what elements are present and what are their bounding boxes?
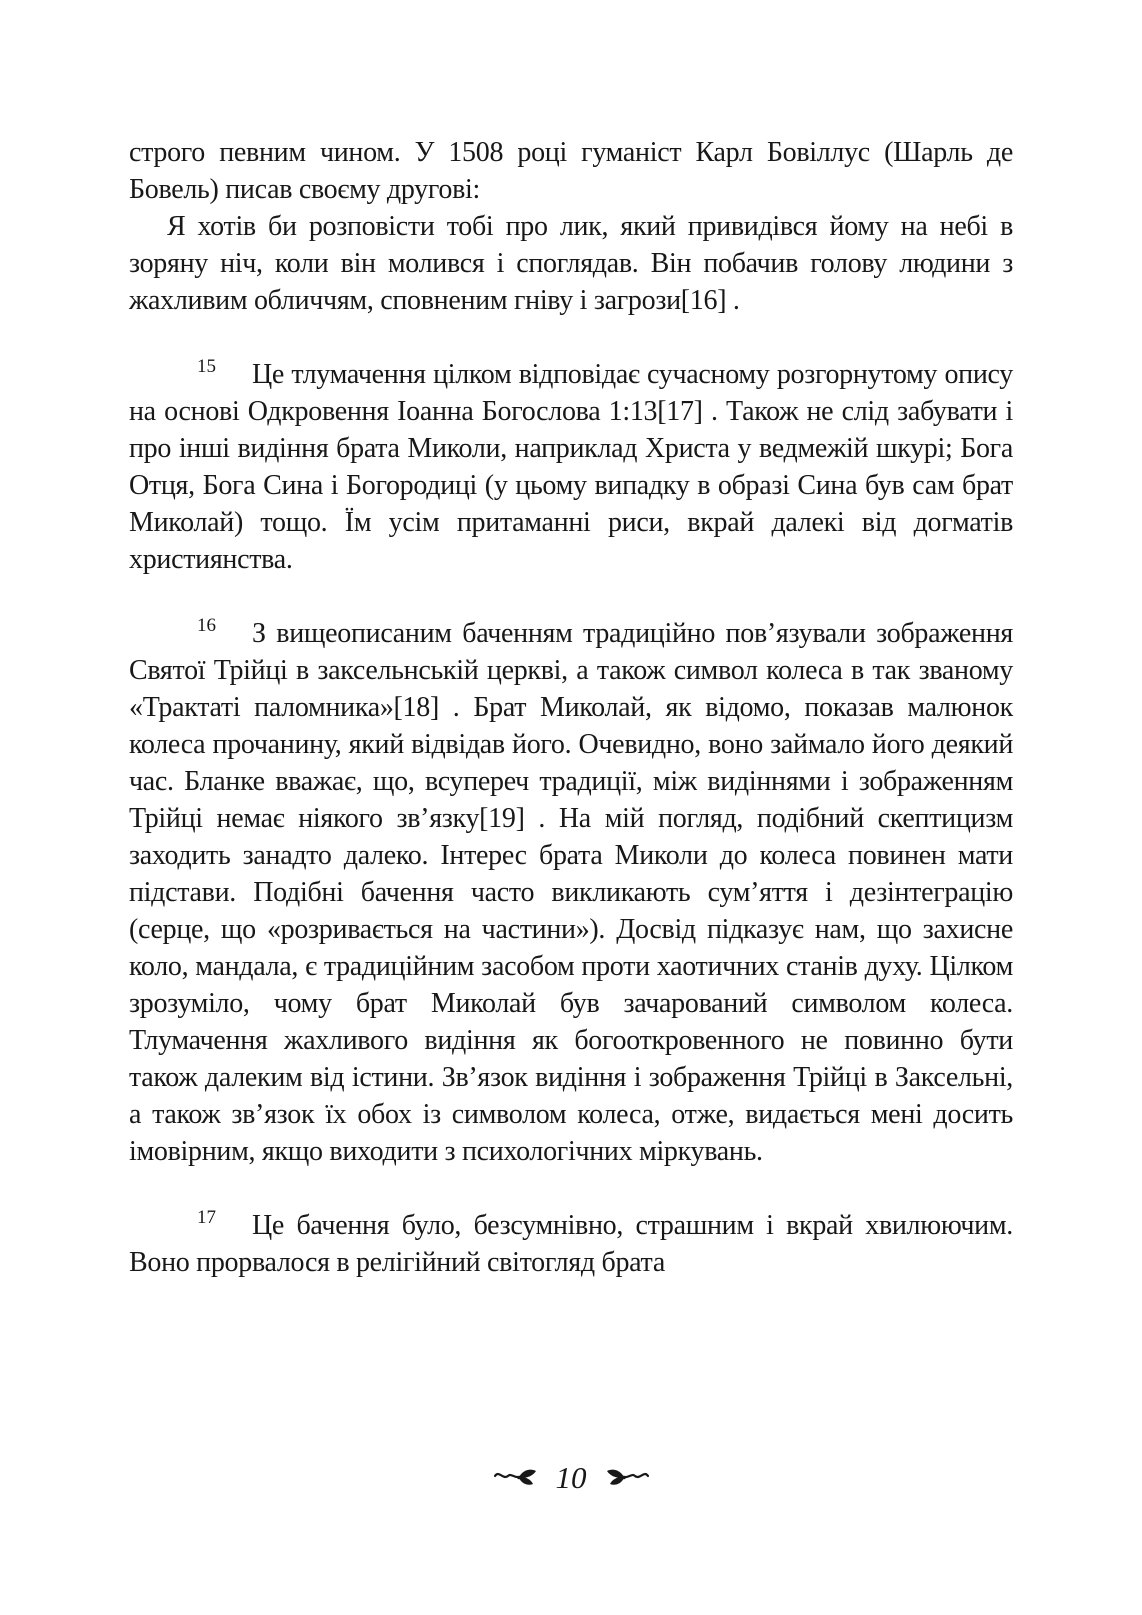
page-number: 10 (555, 1460, 587, 1495)
floral-sprig-left-icon (494, 1466, 540, 1490)
paragraphs (129, 134, 1013, 1281)
paragraph: Я хотів би розповісти тобі про лик, який привидівся йому на небі в зоряну ніч, коли він молився і споглядав. Він побачив голову людини з жахливим обличчям, сповненим гніву і загрози[16] . (129, 211, 1013, 316)
paragraph: $^{17}$ Це бачення було, безсумнівно, страшним і вкрай хвилюючим. Воно прорвалося в релігійний світогляд брата (129, 1206, 1013, 1278)
floral-sprig-right-icon (603, 1466, 649, 1490)
paragraph: $^{15}$ Це тлумачення цілком відповідає сучасному розгорнутому опису на основі Одкровення Іоанна Богослова 1:13[17] . Також не слід забувати і про інші видіння брата Миколи, наприклад Христа у ведмежій шкурі; Бога Отця, Бога Сина і Богородиці (у цьому випадку в образі Сина був сам брат Миколай) тощо. Їм усім притаманні риси, вкрай далекі від догматів християнства. (129, 355, 1013, 575)
paragraph: $^{16}$ З вищеописаним баченням традиційно пов’язували зображення Святої Трійці в заксельнській церкві, а також символ колеса в так званому «Трактаті паломника»[18] . Брат Миколай, як відомо, показав малюнок колеса прочанину, який відвідав його. Очевидно, воно займало його деякий час. Бланке вважає, що, всупереч традиції, між видіннями і зображенням Трійці немає ніякого зв’язку[19] . На мій погляд, подібний скептицизм заходить занадто далеко. Інтерес брата Миколи до колеса повинен мати підстави. Подібні бачення часто викликають сум’яття і дезінтеграцію (серце, що «розривається на частини»). Досвід підказує нам, що захисне коло, мандала, є традиційним засобом проти хаотичних станів духу. Цілком зрозуміло, чому брат Миколай був зачарований символом колеса. Тлумачення жахливого видіння як богооткровенного не повинно бути також далеким від істини. Зв’язок видіння і зображення Трійці в Заксельні, а також зв’язок їх обох із символом колеса, отже, видається мені досить імовірним, якщо виходити з психологічних міркувань. (129, 614, 1013, 1167)
page-footer (0, 1462, 1142, 1493)
paragraph: строго певним чином. У 1508 році гуманіст Карл Бовіллус (Шарль де Бовель) писав своєму другові: (129, 137, 1013, 205)
